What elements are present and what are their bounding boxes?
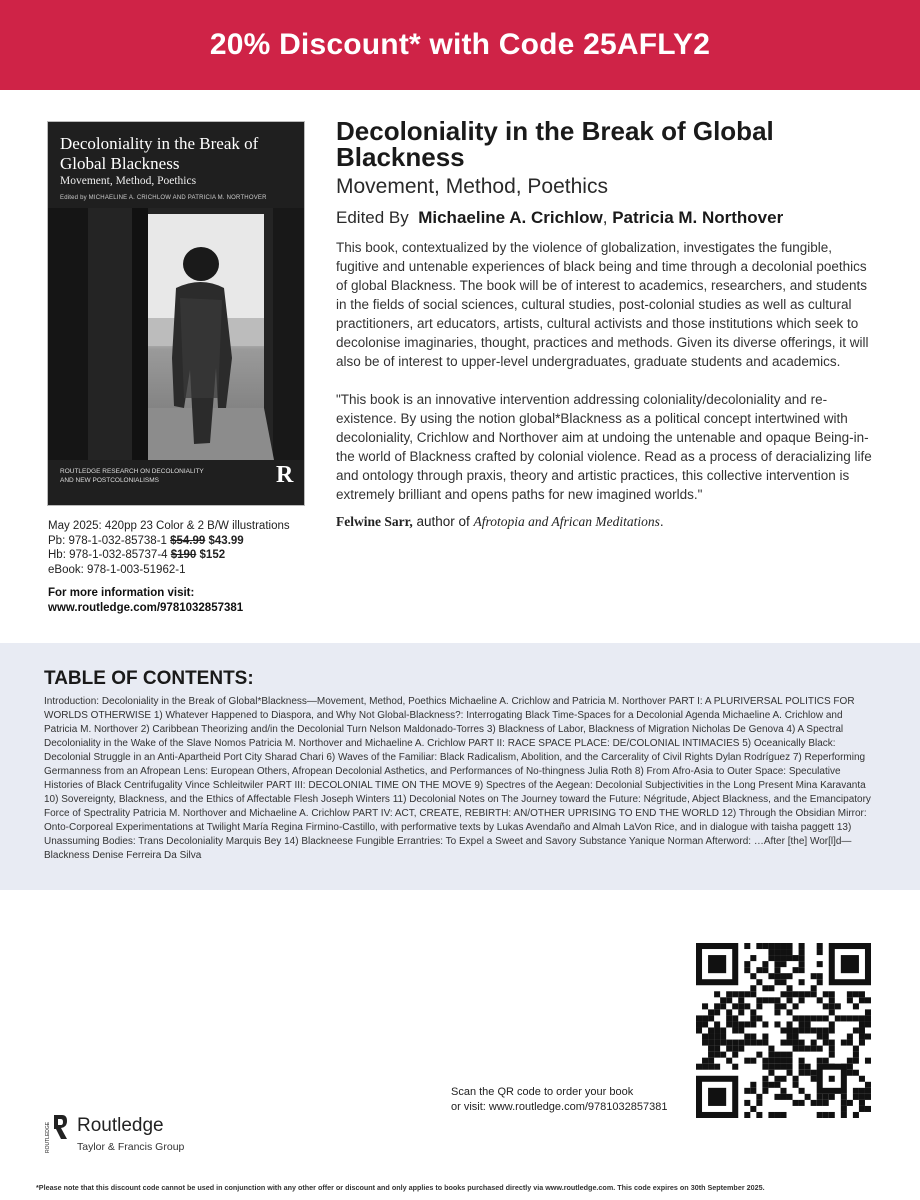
endorsement-attribution: Felwine Sarr, author of Afrotopia and African Meditations. (336, 514, 664, 529)
book-description: This book, contextualized by the violence of globalization, investigates the fungible, fugitive and untenable experiences of black being and time through a decolonial poethics of global Blackness. The book will be of interest to academics, researchers, and students in the fields of social sciences, cultural studies, post-colonial studies as well as cultural practitioners, art educators, artists, cultural activists and those institutions which seek to decolonise imaginaries, thought, practices and methods. Given its diverse offerings, it will also be of interest to upper-level undergraduates, graduate students and academics. (336, 240, 869, 369)
more-info-label: For more information visit: (48, 587, 195, 599)
endorsement-quote: "This book is an innovative intervention addressing coloniality/decoloniality and re-existence. By using the notion global*Blackness as a political concept intertwined with decoloniality, Crichlow and Northover aim at undoing the untenable and opaque Being-in-the world of Blackness crafted by colonial violence. Read as a process of deracializing life and ontology through praxis, theory and artistic practices, this collective intervention is extremely brilliant and opens paths for new imagined worlds." (336, 392, 872, 502)
toc-text: Introduction: Decoloniality in the Break of Global*Blackness—Movement, Method, Poethics Michaeline A. Crichlow and Patricia M. Northover PART I: A PLURIVERSAL POLITICS FOR WORLDS OTHERWISE 1) Whatever Happened to Diaspora, and Why Not Global-Blackness?: Interrogating Black Time-Spaces for a Decolonial Agenda Michaeline A. Crichlow and Patricia M. Northover 2) Caribbean Theorizing and/in the Decolonial Turn Nelson Maldonado-Torres 3) Blackness of Labor, Blackness of Migration Nicholas De Genova 4) A Spectral Decoloniality in the Wake of the Slave Nomos Patricia M. Northover and Michaeline A. Crichlow PART II: RACE SPACE PLACE: DE/COLONIAL INTIMACIES 5) Oceanically Black: Decolonial Struggle in an Anti-Apartheid Port City Sharad Chari 6) Waves of the Familiar: Black Radicalism, Abolition, and the Carcerality of Civil Rights Dylan Rodríguez 7) Reperforming Germanness from an Afropean Lens: European Others, Afropean Decolonial Asthetics, and Performances of No-thingness Julia Roth 8) From Afro-Asia to Outer Space: Speculative Histories of Black Centrifugality Vince Schleitwiler PART III: DECOLONIAL TIME ON THE MOVE 9) Spectres of the Aegean: Decolonial Subjectivities in the Long Present Mina Karavanta 10) Sovereignty, Blackness, and the Ethics of Affectable Flesh Joseph Winters 11) Decolonial Notes on The Journey toward the Future: Négritude, Abject Blackness, and the Emancipatory Force of Spectrality Patricia M. Northover and Michaeline A. Crichlow PART IV: ACT, CREATE, REBIRTH: AN/OTHER UPRISING TO END THE WORLD 12) Through the Obsidian Mirror: Onto-Corporeal Experimentations at Twilight María Regina Firmino-Castillo, with performative texts by Lukas Avendaño and Almah LaVon Rice, and in dialogue with taisha paggett 13) Unassuming Bodies: Trans Decoloniality Marquis Bey 14) Blackneese Fungible Errantries: To Expel a Sweet and Savory Substance Yanique Norman Afterword: …After [the] Wor[l]d—Blackness Denise Ferreira Da Silva (44, 696, 871, 861)
more-info-link[interactable]: www.routledge.com/9781032857381 (48, 601, 244, 614)
editor-2: Patricia M. Northover (612, 208, 784, 227)
meta-pages: May 2025: 420pp 23 Color & 2 B/W illustrations (48, 520, 290, 532)
cover-editors: Edited by MICHAELINE A. CRICHLOW AND PATRICIA M. NORTHOVER (60, 195, 267, 201)
discount-text: 20% Discount* with Code 25AFLY2 (209, 28, 711, 61)
cover-routledge-logo-icon: R (276, 462, 294, 488)
book-title: Decoloniality in the Break of Global Blackness (336, 116, 774, 172)
routledge-logo (42, 1113, 202, 1159)
editor-1: Michaeline A. Crichlow (418, 208, 603, 227)
book-subtitle: Movement, Method, Poethics (336, 175, 608, 198)
discount-banner (0, 0, 920, 90)
qr-code-icon[interactable] (696, 943, 871, 1118)
more-info (48, 586, 243, 615)
book-meta (48, 519, 290, 577)
meta-paperback: Pb: 978-1-032-85738-1 $54.99 $43.99 (48, 534, 244, 547)
publisher-name: Routledge (77, 1115, 164, 1136)
discount-footnote: *Please note that this discount code cannot be used in conjunction with any other offer or discount and only applies to books purchased directly via www.routledge.com. This code expires on 30th September 2025. (36, 1183, 765, 1192)
cover-title: Decoloniality in the Break of Global Blackness (60, 134, 259, 173)
book-editors: Edited By Michaeline A. Crichlow, Patricia M. Northover (336, 208, 784, 227)
routledge-mark-icon (42, 1113, 68, 1155)
book-cover (47, 121, 305, 506)
svg-text:ROUTLEDGE: ROUTLEDGE (45, 1121, 51, 1153)
table-of-contents (0, 643, 920, 890)
scan-instruction: Scan the QR code to order your book (451, 1086, 634, 1098)
meta-ebook: eBook: 978-1-003-51962-1 (48, 563, 186, 576)
book-details (336, 118, 876, 531)
order-info (451, 1085, 667, 1114)
order-link[interactable]: or visit: www.routledge.com/9781032857381 (451, 1100, 668, 1113)
cover-series: ROUTLEDGE RESEARCH ON DECOLONIALITY AND NEW POSTCOLONIALISMS (60, 468, 204, 484)
publisher-group: Taylor & Francis Group (77, 1141, 185, 1153)
cover-photo (48, 208, 304, 460)
toc-heading: TABLE OF CONTENTS: (44, 668, 254, 689)
meta-hardback: Hb: 978-1-032-85737-4 $190 $152 (48, 549, 226, 561)
cover-subtitle: Movement, Method, Poethics (60, 175, 197, 187)
